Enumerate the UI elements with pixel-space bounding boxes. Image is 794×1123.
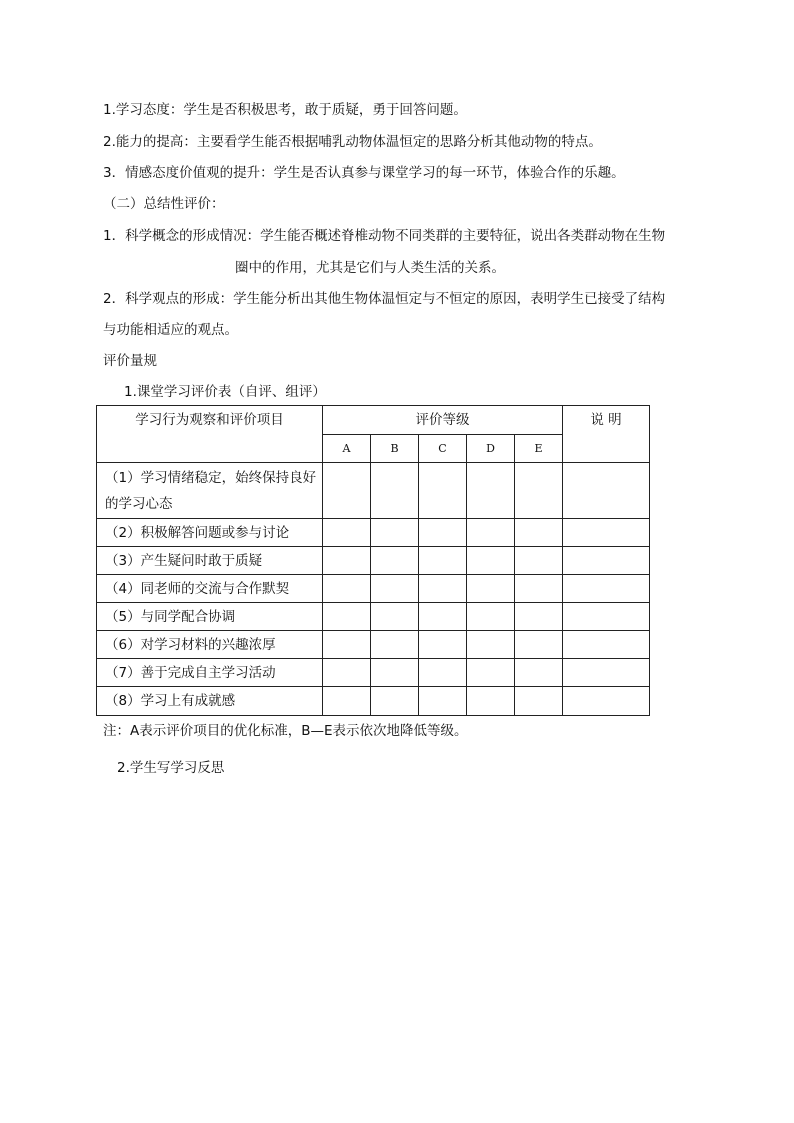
table-row [97, 519, 650, 547]
table-footnote: 注：A表示评价项目的优化标准，B—E表示依次地降低等级。 [103, 723, 468, 739]
grade-cell [371, 519, 419, 547]
grade-cell [467, 519, 515, 547]
paragraph-concepts-line1: 1．科学概念的形成情况：学生能否概述脊椎动物不同类群的主要特征，说出各类群动物在生物 [103, 228, 666, 244]
grade-cell [515, 631, 563, 659]
grade-cell [419, 687, 467, 716]
grade-cell [467, 603, 515, 631]
grade-cell [371, 631, 419, 659]
notes-cell [563, 687, 650, 716]
grade-cell [515, 547, 563, 575]
grade-a: A [323, 435, 371, 463]
table-row [97, 603, 650, 631]
grade-cell [371, 547, 419, 575]
evaluation-table [96, 405, 650, 716]
item-label: （1）学习情绪稳定，始终保持良好的学习心态 [97, 463, 323, 519]
paragraph-ability-improvement: 2.能力的提高：主要看学生能否根据哺乳动物体温恒定的思路分析其他动物的特点。 [103, 134, 602, 150]
paragraph-viewpoints-line1: 2．科学观点的形成：学生能分析出其他生物体温恒定与不恒定的原因，表明学生已接受了结构 [103, 291, 666, 307]
table-row [97, 463, 650, 519]
header-evaluation-item: 学习行为观察和评价项目 [97, 406, 323, 463]
grade-cell [371, 659, 419, 687]
item-label: （7）善于完成自主学习活动 [97, 659, 323, 687]
grade-cell [467, 575, 515, 603]
heading-rubric: 评价量规 [103, 353, 157, 369]
grade-cell [467, 631, 515, 659]
grade-cell [419, 519, 467, 547]
grade-cell [419, 659, 467, 687]
notes-cell [563, 631, 650, 659]
paragraph-concepts-line2: 圈中的作用，尤其是它们与人类生活的关系。 [235, 260, 505, 276]
grade-cell [515, 575, 563, 603]
heading-learning-reflection: 2.学生写学习反思 [117, 760, 225, 776]
grade-c: C [419, 435, 467, 463]
item-label: （6）对学习材料的兴趣浓厚 [97, 631, 323, 659]
grade-cell [323, 631, 371, 659]
grade-cell [467, 659, 515, 687]
paragraph-viewpoints-line2: 与功能相适应的观点。 [103, 322, 238, 338]
grade-cell [467, 687, 515, 716]
grade-cell [419, 631, 467, 659]
grade-cell [515, 463, 563, 519]
table-row [97, 547, 650, 575]
header-grade-level: 评价等级 [323, 406, 563, 435]
notes-cell [563, 519, 650, 547]
notes-cell [563, 659, 650, 687]
grade-cell [419, 575, 467, 603]
table-row [97, 631, 650, 659]
grade-cell [515, 519, 563, 547]
grade-b: B [371, 435, 419, 463]
section-heading-summative: （二）总结性评价： [103, 196, 225, 212]
grade-cell [371, 603, 419, 631]
grade-cell [371, 687, 419, 716]
grade-cell [419, 603, 467, 631]
notes-cell [563, 547, 650, 575]
grade-cell [371, 463, 419, 519]
grade-cell [371, 575, 419, 603]
grade-cell [323, 687, 371, 716]
grade-cell [467, 463, 515, 519]
grade-cell [323, 519, 371, 547]
grade-cell [323, 547, 371, 575]
item-label: （8）学习上有成就感 [97, 687, 323, 716]
item-label: （5）与同学配合协调 [97, 603, 323, 631]
notes-cell [563, 575, 650, 603]
grade-cell [467, 547, 515, 575]
table-row [97, 575, 650, 603]
grade-cell [323, 575, 371, 603]
grade-cell [419, 463, 467, 519]
grade-cell [323, 603, 371, 631]
table-caption: 1.课堂学习评价表（自评、组评） [124, 384, 326, 400]
table-row [97, 659, 650, 687]
notes-cell [563, 463, 650, 519]
item-label: （2）积极解答问题或参与讨论 [97, 519, 323, 547]
grade-cell [323, 659, 371, 687]
paragraph-emotion-values: 3．情感态度价值观的提升：学生是否认真参与课堂学习的每一环节，体验合作的乐趣。 [103, 165, 625, 181]
header-notes: 说 明 [563, 406, 650, 463]
grade-cell [515, 603, 563, 631]
grade-cell [323, 463, 371, 519]
grade-d: D [467, 435, 515, 463]
grade-cell [515, 687, 563, 716]
item-label: （4）同老师的交流与合作默契 [97, 575, 323, 603]
item-label: （3）产生疑问时敢于质疑 [97, 547, 323, 575]
table-row [97, 687, 650, 716]
notes-cell [563, 603, 650, 631]
grade-cell [515, 659, 563, 687]
paragraph-learning-attitude: 1.学习态度：学生是否积极思考，敢于质疑，勇于回答问题。 [103, 102, 467, 118]
grade-e: E [515, 435, 563, 463]
grade-cell [419, 547, 467, 575]
